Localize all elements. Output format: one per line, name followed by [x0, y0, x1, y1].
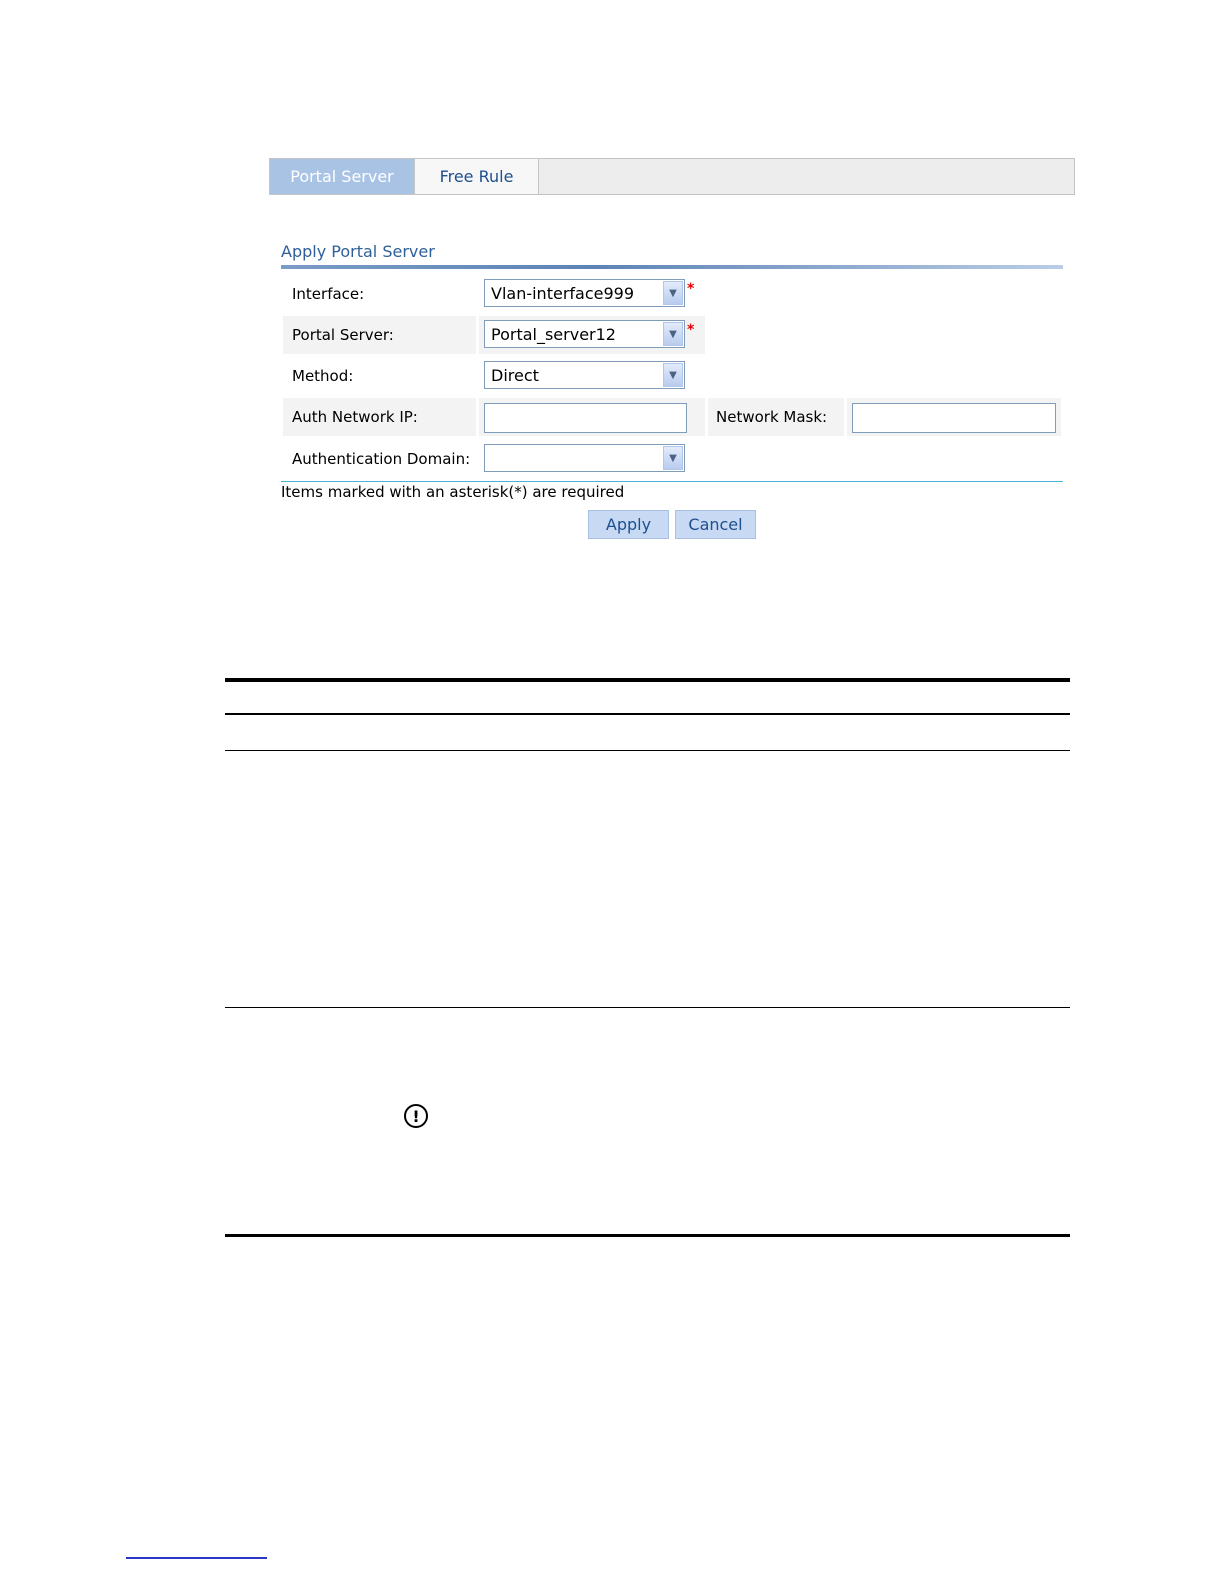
cancel-button[interactable]: Cancel: [675, 510, 756, 539]
interface-select-value: Vlan-interface999: [491, 283, 635, 303]
important-icon: !: [404, 1104, 428, 1128]
method-select[interactable]: [484, 361, 685, 389]
required-note: Items marked with an asterisk(*) are required: [281, 483, 625, 501]
auth-network-ip-label: Auth Network IP:: [283, 398, 476, 436]
notice-bottom-rule: [225, 1234, 1070, 1237]
interface-select[interactable]: [484, 279, 685, 307]
section-title-underline: [281, 265, 1063, 269]
table-top-rule: [225, 678, 1070, 682]
network-mask-cell: [847, 398, 1061, 436]
apply-button[interactable]: Apply: [588, 510, 669, 539]
method-field-cell: [479, 357, 705, 395]
network-mask-input[interactable]: [852, 403, 1056, 433]
portal-server-field-cell: [479, 316, 705, 354]
chevron-down-icon[interactable]: ▼: [663, 446, 683, 470]
tab-free-rule[interactable]: Free Rule: [415, 159, 539, 194]
form-bottom-divider: [281, 481, 1063, 482]
table-header-rule: [225, 713, 1070, 715]
auth-domain-select[interactable]: [484, 444, 685, 472]
required-asterisk: *: [687, 322, 695, 338]
portal-server-select[interactable]: [484, 320, 685, 348]
method-label: Method:: [292, 367, 354, 385]
method-select-value: Direct: [491, 365, 539, 385]
interface-field-cell: [479, 275, 705, 313]
network-mask-label: Network Mask:: [708, 398, 844, 436]
table-bottom-rule: [225, 1007, 1070, 1008]
chevron-down-icon[interactable]: ▼: [663, 363, 683, 387]
portal-server-label: Portal Server:: [283, 316, 476, 354]
chevron-down-icon[interactable]: ▼: [663, 281, 683, 305]
table-row-divider: [225, 750, 1070, 751]
section-title: Apply Portal Server: [281, 242, 435, 261]
tab-portal-server[interactable]: Portal Server: [270, 159, 415, 194]
tab-bar: [269, 158, 1075, 195]
interface-label: Interface:: [292, 285, 365, 303]
required-asterisk: *: [687, 281, 695, 297]
auth-domain-label: Authentication Domain:: [292, 450, 471, 468]
auth-network-ip-input[interactable]: [484, 403, 687, 433]
footer-link-underline[interactable]: [126, 1557, 267, 1559]
portal-server-select-value: Portal_server12: [491, 324, 616, 344]
auth-network-ip-cell: [479, 398, 705, 436]
auth-domain-field-cell: [479, 440, 705, 478]
chevron-down-icon[interactable]: ▼: [663, 322, 683, 346]
